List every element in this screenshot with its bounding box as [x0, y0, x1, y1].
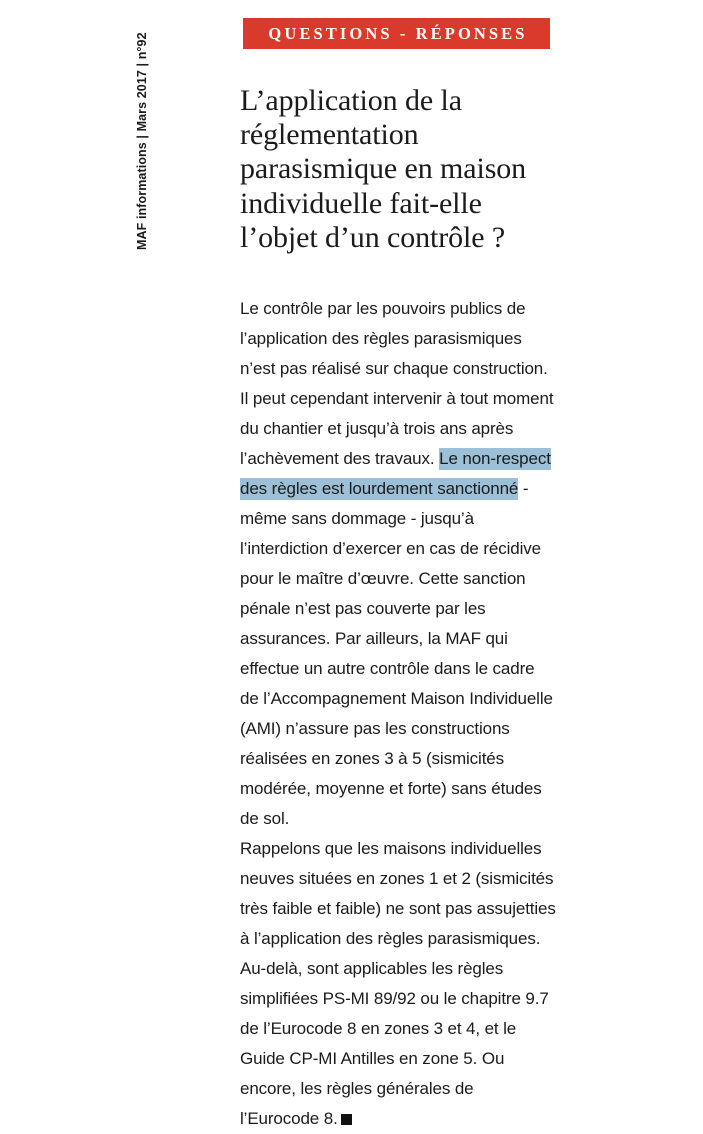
body-text-after-highlight: - même sans dommage - jusqu’à l’interdiction d’exercer en cas de récidive pour le maître d’œuvre. Cette sanction pénale n’est pas couverte par les assurances. Par ailleurs, la MAF qui effectue un autre contrôle dans le cadre de l’Accompagnement Maison Individuelle (AMI) n’assure pas les constructions réalisées en zones 3 à 5 (sismicités modérée, moyenne et forte) sans études de sol. [240, 479, 553, 828]
running-head [135, 18, 166, 250]
article-paragraph-1 [240, 294, 556, 834]
article-body [240, 294, 556, 1134]
section-banner-label: QUESTIONS - RÉPONSES [268, 24, 528, 43]
section-banner [243, 18, 550, 49]
body-text-before-highlight: Le contrôle par les pouvoirs publics de l’application des règles parasismiques n’est pas réalisé sur chaque construction. Il peut cependant intervenir à tout moment du chantier et jusqu’à trois ans après l’achèvement des travaux. [240, 299, 554, 468]
running-head-label: MAF informations | Mars 2017 | n°92 [135, 32, 149, 250]
end-of-article-square-icon [341, 1114, 352, 1125]
article-paragraph-2 [240, 834, 556, 1134]
body-text-final: Rappelons que les maisons individuelles neuves situées en zones 1 et 2 (sismicités très faible et faible) ne sont pas assujetties à l’application des règles parasismiques. Au-delà, sont applicables les règles simplifiées PS-MI 89/92 ou le chapitre 9.7 de l’Eurocode 8 en zones 3 et 4, et le Guide CP-MI Antilles en zone 5. Ou encore, les règles générales de l’Eurocode 8. [240, 839, 556, 1128]
highlighted-sentence: Le non-respect des règles est lourdement sanctionné [240, 449, 551, 498]
article-title: L’application de la réglementation parasismique en maison individuelle fait-elle l’objet d’un contrôle ? [240, 84, 527, 254]
